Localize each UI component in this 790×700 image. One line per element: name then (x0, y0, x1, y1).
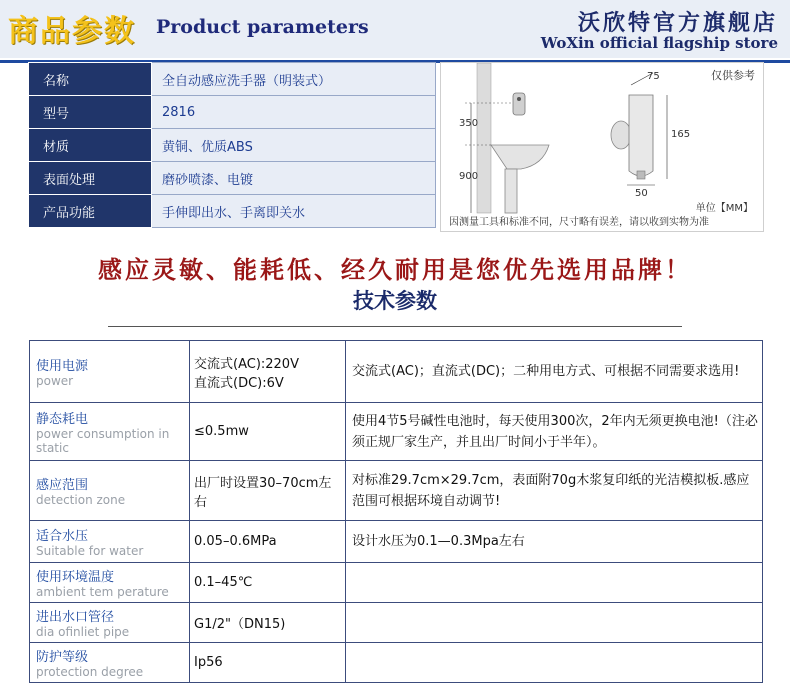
table-row (29, 63, 436, 96)
table-row (29, 96, 436, 129)
unit-label: 单位【MM】 (695, 203, 753, 214)
param-name-en: detection zone (36, 493, 126, 507)
param-name-cn: 使用环境温度 (36, 570, 115, 585)
header-title: Product parameters (156, 16, 369, 38)
param-value: 0.05–0.6MPa (190, 521, 346, 563)
table-row (30, 461, 763, 521)
param-name-cell (30, 403, 190, 461)
param-name-cn: 使用电源 (36, 359, 89, 374)
param-name-en: power (36, 374, 74, 388)
param-name-en: power consumption in static (36, 427, 170, 455)
table-row (30, 563, 763, 603)
param-note: 使用4节5号碱性电池时，每天使用300次，2年内无须更换电池!（注必须正规厂家生产，并且出厂时间小于半年）。 (346, 403, 763, 461)
param-name-cn: 感应范围 (36, 478, 89, 493)
reference-note: 仅供参考 (711, 69, 755, 82)
divider (108, 326, 682, 327)
param-value: 0.1–45℃ (190, 563, 346, 603)
dimension-label: 50 (635, 188, 648, 199)
section-title: 技术参数 (353, 289, 437, 313)
dimension-label: 350 (459, 118, 479, 129)
measurement-note: 因测量工具和标准不同，尺寸略有误差，请以收到实物为准 (449, 217, 709, 228)
param-label: 产品功能 (29, 195, 152, 228)
table-row (30, 521, 763, 563)
param-name-cell (30, 341, 190, 403)
param-label: 型号 (29, 96, 152, 129)
param-label: 名称 (29, 63, 152, 96)
param-value: 黄铜、优质ABS (152, 129, 436, 162)
param-note (346, 603, 763, 643)
param-name-en: ambient tem perature (36, 585, 169, 599)
table-row (30, 603, 763, 643)
header-banner (0, 0, 790, 58)
store-name-en: WoXin official flagship store (540, 34, 778, 52)
table-row (30, 643, 763, 683)
param-value: 出厂时设置30–70cm左右 (190, 461, 346, 521)
dimension-label: 165 (671, 129, 691, 140)
param-name-cell (30, 643, 190, 683)
dimension-diagram (440, 62, 764, 232)
param-value: Ip56 (190, 643, 346, 683)
table-row (29, 195, 436, 228)
param-note: 设计水压为0.1—0.3Mpa左右 (346, 521, 763, 563)
param-value: 手伸即出水、手离即关水 (152, 195, 436, 228)
product-params-table (28, 62, 436, 228)
param-name-cn: 适合水压 (36, 529, 89, 544)
table-row (29, 162, 436, 195)
table-row (29, 129, 436, 162)
param-name-cell (30, 603, 190, 643)
param-name-en: dia ofinliet pipe (36, 625, 130, 639)
param-note (346, 563, 763, 603)
param-note: 交流式(AC)；直流式(DC)；二种用电方式、可根据不同需要求选用! (346, 341, 763, 403)
param-name-cn: 防护等级 (36, 650, 89, 665)
param-value: 交流式(AC):220V 直流式(DC):6V (190, 341, 346, 403)
dimension-label: 75 (647, 71, 660, 82)
header-badge: 商品参数 (8, 14, 136, 49)
dimension-label: 900 (459, 171, 479, 182)
param-name-cell (30, 521, 190, 563)
param-note: 对标准29.7cm×29.7cm，表面附70g木浆复印纸的光洁模拟板.感应范围可根据环境自动调节! (346, 461, 763, 521)
param-name-cell (30, 461, 190, 521)
param-name-cell (30, 563, 190, 603)
table-row (30, 403, 763, 461)
param-name-en: protection degree (36, 665, 144, 679)
param-note (346, 643, 763, 683)
param-label: 表面处理 (29, 162, 152, 195)
param-value: 磨砂喷漆、电镀 (152, 162, 436, 195)
param-label: 材质 (29, 129, 152, 162)
param-name-cn: 静态耗电 (36, 412, 89, 427)
param-name-en: Suitable for water (36, 544, 144, 558)
param-name-cn: 进出水口管径 (36, 610, 115, 625)
param-value: 2816 (152, 96, 436, 129)
param-value: G1/2"（DN15) (190, 603, 346, 643)
param-value: ≤0.5mw (190, 403, 346, 461)
store-name-cn: 沃欣特官方旗舰店 (577, 10, 778, 36)
table-row (30, 341, 763, 403)
slogan: 感应灵敏、能耗低、经久耐用是您优先选用品牌！ (98, 255, 692, 284)
param-value: 全自动感应洗手器（明装式） (152, 63, 436, 96)
tech-params-table (29, 340, 763, 683)
